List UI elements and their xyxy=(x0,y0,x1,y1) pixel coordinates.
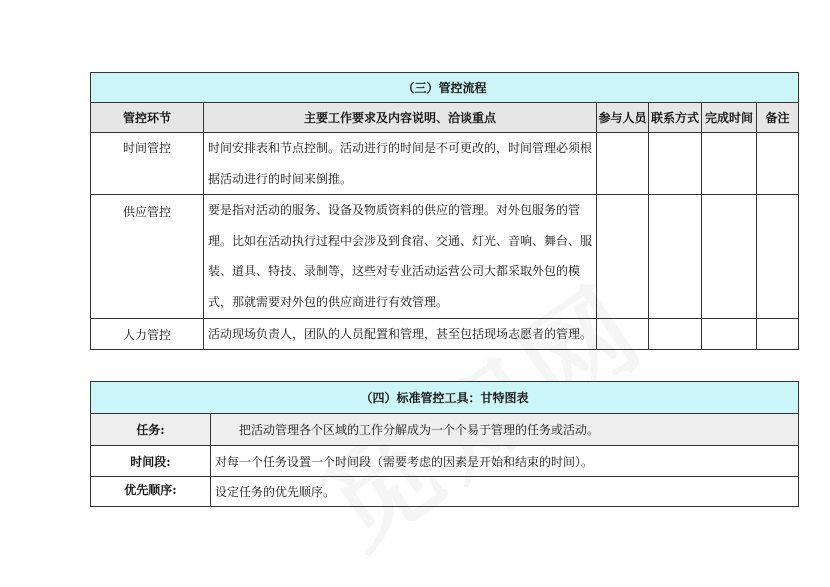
col-header-notes: 备注 xyxy=(757,103,799,133)
table-row xyxy=(91,195,799,319)
table-row xyxy=(91,414,799,446)
cell-notes xyxy=(757,133,799,195)
col-header-stage: 管控环节 xyxy=(91,103,204,133)
table-row xyxy=(91,133,799,195)
gantt-tool-table xyxy=(90,381,799,507)
control-process-table xyxy=(90,72,799,350)
row-label: 时间管控 xyxy=(91,133,204,195)
cell-completion-time xyxy=(702,195,757,319)
cell-completion-time xyxy=(702,319,757,350)
row-label: 任务: xyxy=(91,414,211,446)
row-description: 设定任务的优先顺序。 xyxy=(211,477,799,507)
cell-completion-time xyxy=(702,133,757,195)
table-row xyxy=(91,446,799,477)
cell-notes xyxy=(757,195,799,319)
col-header-participants: 参与人员 xyxy=(597,103,649,133)
col-header-completion-time: 完成时间 xyxy=(702,103,757,133)
row-description: 把活动管理各个区域的工作分解成为一个个易于管理的任务或活动。 xyxy=(211,414,799,446)
cell-contact xyxy=(649,133,702,195)
row-description: 对每一个任务设置一个时间段（需要考虑的因素是开始和结束的时间）。 xyxy=(211,446,799,477)
cell-participants xyxy=(597,195,649,319)
cell-participants xyxy=(597,133,649,195)
row-label: 供应管控 xyxy=(91,195,204,319)
table-row xyxy=(91,477,799,507)
col-header-requirements: 主要工作要求及内容说明、洽谈重点 xyxy=(204,103,597,133)
table-row xyxy=(91,319,799,350)
row-label: 人力管控 xyxy=(91,319,204,350)
cell-contact xyxy=(649,319,702,350)
section-title: （四）标准管控工具：甘特图表 xyxy=(91,382,799,414)
cell-notes xyxy=(757,319,799,350)
col-header-contact: 联系方式 xyxy=(649,103,702,133)
row-description: 活动现场负责人，团队的人员配置和管理，甚至包括现场志愿者的管理。 xyxy=(204,319,597,350)
section-title: （三）管控流程 xyxy=(91,73,799,103)
row-label: 时间段: xyxy=(91,446,211,477)
row-description: 时间安排表和节点控制。活动进行的时间是不可更改的，时间管理必须根据活动进行的时间来倒推。 xyxy=(204,133,597,195)
cell-contact xyxy=(649,195,702,319)
row-description: 要是指对活动的服务、设备及物质资料的供应的管理。对外包服务的管理。比如在活动执行过程中会涉及到食宿、交通、灯光、音响、舞台、服装、道具、特技、录制等，这些对专业活动运营公司大都采取外包的模式，那就需要对外包的供应商进行有效管理。 xyxy=(204,195,597,319)
cell-participants xyxy=(597,319,649,350)
row-label: 优先顺序: xyxy=(91,477,211,507)
